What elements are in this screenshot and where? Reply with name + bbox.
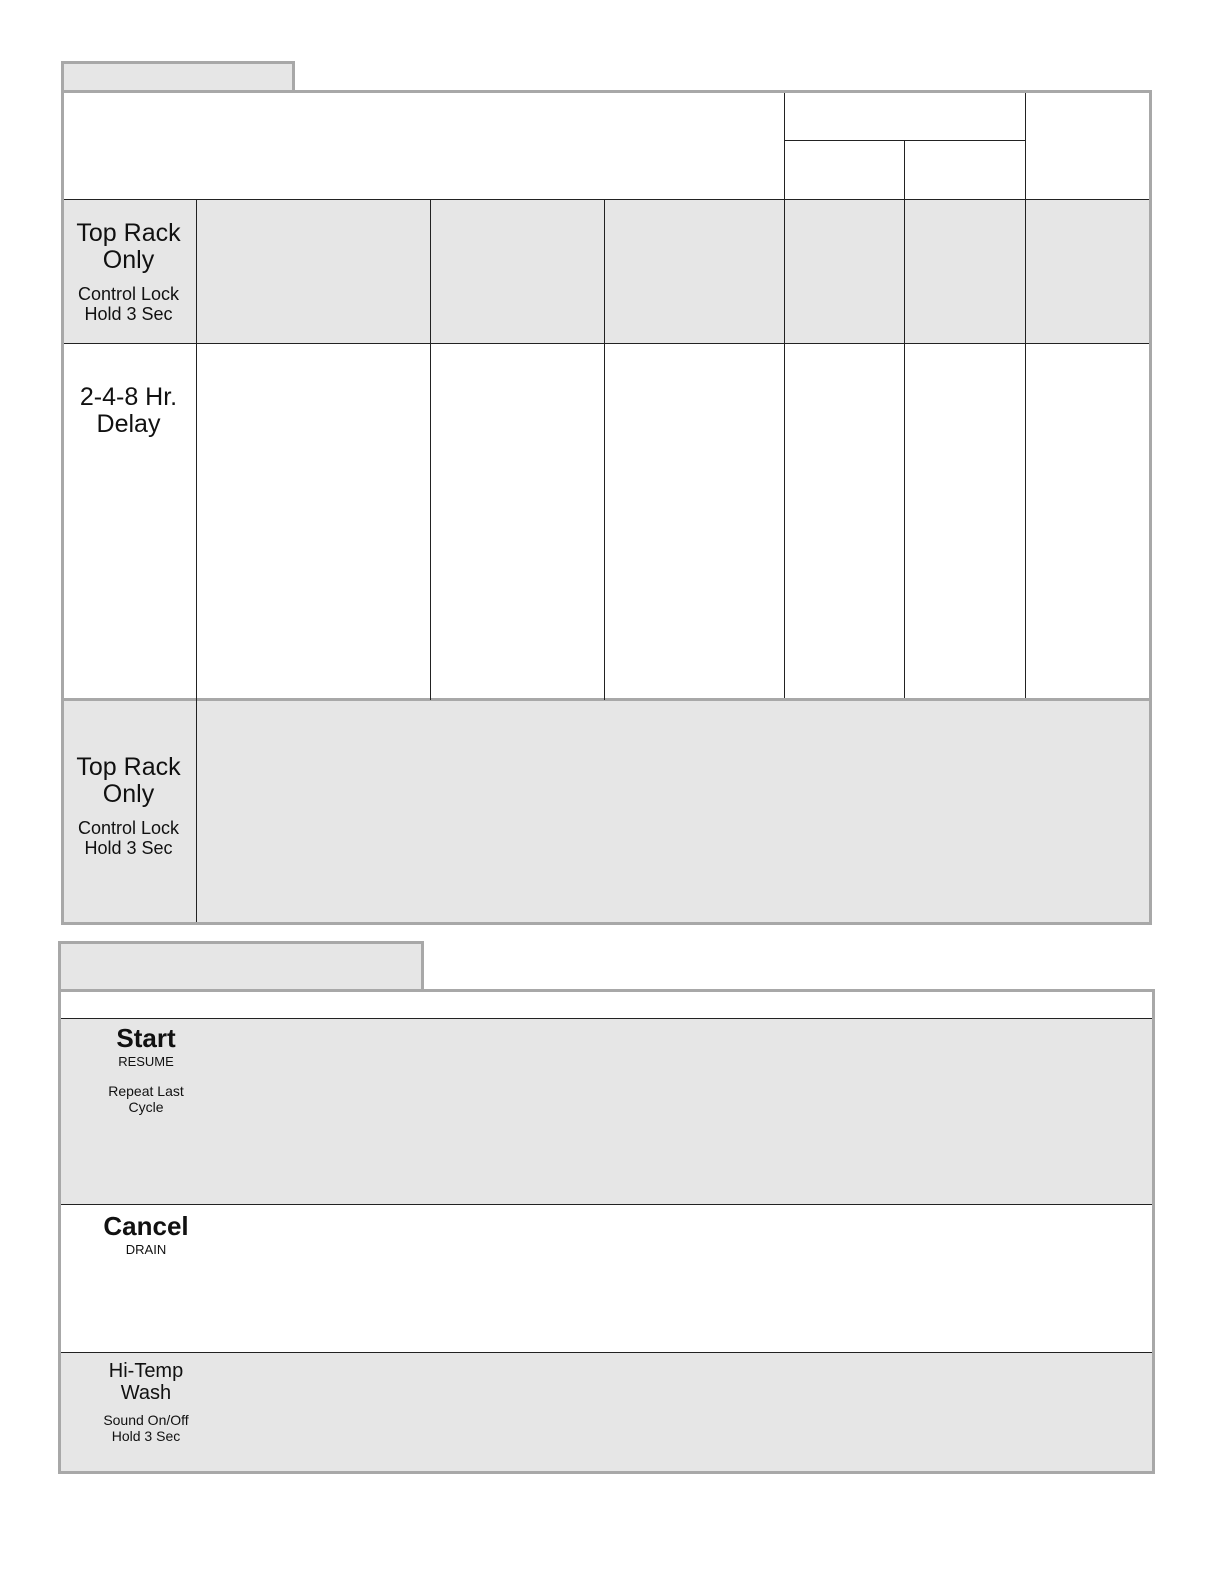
- sound-toggle-note: Sound On/Off Hold 3 Sec: [103, 1412, 189, 1444]
- resume-note: RESUME: [118, 1054, 174, 1069]
- options-table-border: [58, 989, 1155, 1474]
- drain-note: DRAIN: [125, 1242, 167, 1257]
- control-lock-note: Control Lock Hold 3 Sec: [77, 284, 180, 324]
- cancel-title: Cancel: [103, 1211, 189, 1241]
- delay-title: 2-4-8 Hr. Delay: [79, 383, 178, 438]
- options-table: [58, 989, 1155, 1474]
- cycle-table-tab: [61, 61, 295, 92]
- repeat-last-cycle-note: Repeat Last Cycle: [108, 1083, 184, 1115]
- cycle-table: [61, 90, 1152, 925]
- top-rack-only-title: Top Rack Only: [76, 219, 181, 274]
- cycle-table-border: [61, 90, 1152, 925]
- hi-temp-wash-title: Hi-Temp Wash: [108, 1360, 184, 1404]
- start-title: Start: [116, 1023, 176, 1053]
- options-table-tab: [58, 941, 424, 991]
- top-rack-only-title: Top Rack Only: [76, 753, 181, 808]
- control-lock-note: Control Lock Hold 3 Sec: [77, 818, 180, 858]
